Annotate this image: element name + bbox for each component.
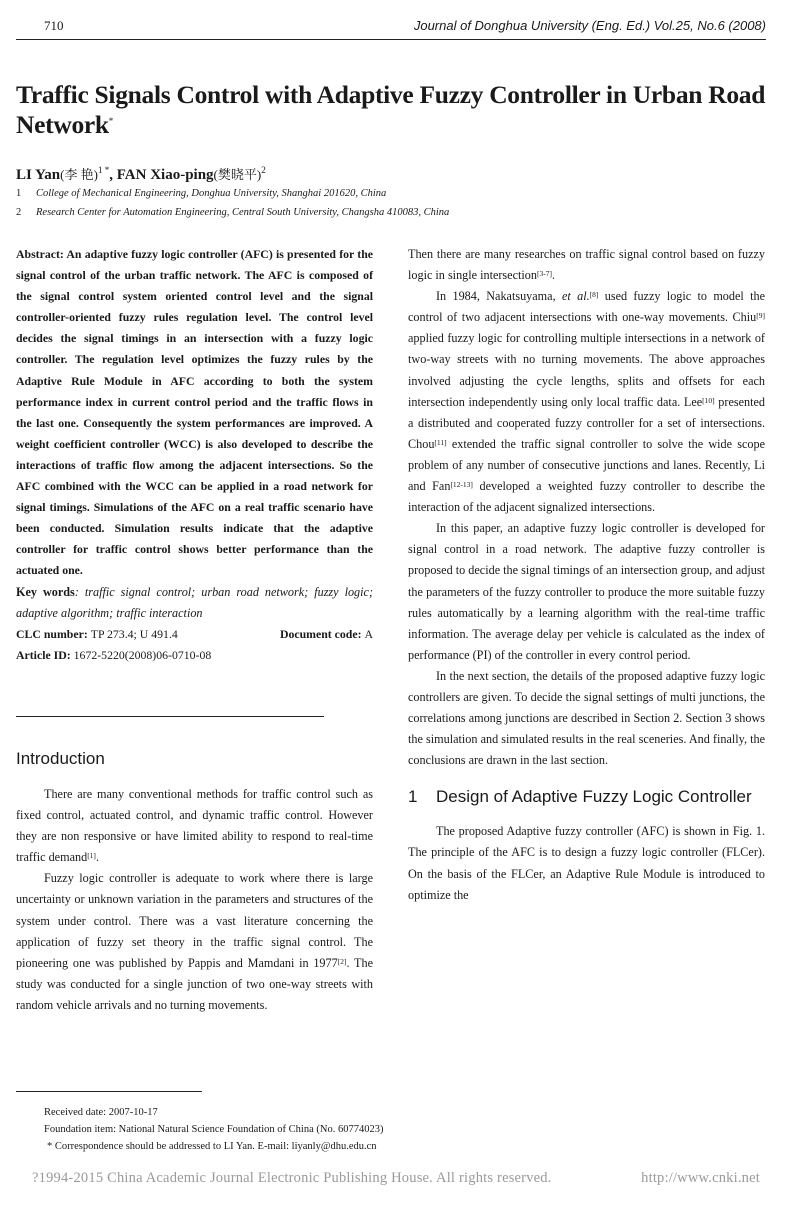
- section-heading-introduction: Introduction: [16, 749, 105, 768]
- running-header: [16, 14, 766, 36]
- footnote-correspondence: * Correspondence should be addressed to LI Yan. E-mail: liyanly@dhu.edu.cn: [47, 1141, 377, 1152]
- clc-line: CLC number: TP 273.4; U 491.4 Document code: A: [16, 626, 373, 641]
- affiliation-2: 2 Research Center for Automation Engineering, Central South University, Changsha 410083, China: [16, 207, 450, 218]
- abstract-text: An adaptive fuzzy logic controller (AFC) is presented for the signal control of the urban traffic network. The AFC is composed of the signal control system oriented control level and the signal controller-oriented fuzzy rules regulation level. The control level decides the signal timings in an intersection with a fuzzy logic controller. The regulation level optimizes the fuzzy rules by the Adaptive Rule Module in AFC according to both the system performance index in current control period and the traffic flows in the last one. Consequently the system performances are improved. A weight coefficient controller (WCC) is also developed to describe the interactions of traffic flow among the adjacent intersections. So the AFC combined with the WCC can be applied in a road network for signal timings. Simulations of the AFC on a real traffic scenario have been conducted. Simulation results indicate that the adaptive controller for traffic control shows better performance than the actuated one.: [16, 247, 373, 578]
- keywords: [16, 582, 373, 624]
- paper-title: Traffic Signals Control with Adaptive Fuzzy Controller in Urban Road Network*: [16, 80, 766, 139]
- cnki-url: http://www.cnki.net: [641, 1170, 760, 1186]
- intro-paragraph-1: There are many conventional methods for traffic control such as fixed control, actuated control, and dynamic traffic control. However they are non responsive or have limited ability to respond to real-time traffic demand[1].: [16, 787, 373, 865]
- header-rule: [16, 39, 766, 40]
- copyright-notice: ?1994-2015 China Academic Journal Electronic Publishing House. All rights reserved.: [32, 1170, 552, 1186]
- right-paragraph-4: In the next section, the details of the proposed adaptive fuzzy logic controllers are given. To decide the signal settings of multi junctions, the correlations among junctions are described in Section 2. Section 3 shows the simulation and simulated results in the real sceneries. And finally, the conclusions are drawn in the last section.: [408, 668, 765, 768]
- footnote-received: Received date: 2007-10-17: [44, 1107, 158, 1118]
- abstract-rule: [16, 716, 324, 717]
- author-1-name: LI Yan: [16, 167, 61, 183]
- article-id-line: Article ID: 1672-5220(2008)06-0710-08: [16, 647, 212, 662]
- author-1-affil: 1 *: [97, 165, 110, 175]
- cnki-watermark: [32, 1170, 760, 1187]
- abstract-block: [16, 244, 373, 666]
- journal-citation: Journal of Donghua University (Eng. Ed.) Vol.25, No.6 (2008): [413, 18, 766, 33]
- abstract-label: Abstract:: [16, 247, 64, 261]
- introduction-block: [16, 747, 373, 1016]
- footnote-foundation: Foundation item: National Natural Science Foundation of China (No. 60774023): [44, 1124, 384, 1135]
- author-2-chinese-name: (樊晓平): [213, 167, 262, 182]
- keywords-text: : traffic signal control; urban road network; fuzzy logic; adaptive algorithm; traffic interaction: [16, 584, 374, 620]
- section-heading-1: 1 Design of Adaptive Fuzzy Logic Controller: [408, 787, 752, 807]
- right-paragraph-5: The proposed Adaptive fuzzy controller (AFC) is shown in Fig. 1. The principle of the AFC is to design a fuzzy logic controller (FLCer). On the basis of the FLCer, an Adaptive Rule Module is introduced to optimize the: [408, 824, 765, 902]
- footnote-rule: [16, 1091, 202, 1092]
- right-paragraph-1: Then there are many researches on traffic signal control based on fuzzy logic in single intersection[3-7].: [408, 247, 765, 283]
- abstract: [16, 244, 373, 582]
- author-2-name: FAN Xiao-ping: [116, 167, 214, 183]
- affiliation-1: 1 College of Mechanical Engineering, Donghua University, Shanghai 201620, China: [16, 188, 387, 199]
- intro-paragraph-2: Fuzzy logic controller is adequate to work where there is large uncertainty or unknown variation in the parameters and structures of the system under control. There was a vast literature concerning the application of fuzzy set theory in the traffic signal control. The pioneering one was published by Pappis and Mamdani in 1977[2]. The study was conducted for a single junction of two one-way streets with random vehicle arrivals and no turning movements.: [16, 871, 373, 1012]
- right-paragraph-3: In this paper, an adaptive fuzzy logic controller is developed for signal control in a road network. The adaptive fuzzy controller is proposed to decide the signal timings of an intersection group, and adjust the parameters of the fuzzy controller to produce the more suitable fuzzy rules automatically by a learning algorithm with the real-time traffic information. The average delay per vehicle is calculated as the index of performance (PI) of the controller in every control period.: [408, 521, 765, 662]
- right-column: [408, 244, 765, 906]
- keywords-label: Key words: [16, 584, 75, 599]
- page-number: 710: [44, 18, 64, 33]
- author-line: LI Yan(李 艳)$^{1 *}$, FAN Xiao-ping(樊晓平)$^2$: [16, 165, 266, 183]
- right-paragraph-2: In 1984, Nakatsuyama, et al.[8] used fuzzy logic to model the control of two adjacent intersections with one-way movements. Chiu[9] applied fuzzy logic for controlling multiple intersections in a network of two-way streets with no turning movements. The above approaches involved adjusting the cycle lengths, splits and offsets for each intersection independently using only local traffic data. Lee[10] presented a distributed and cooperated fuzzy controller for a set of intersections. Chou[11] extended the traffic signal controller to solve the wide scope problem of any number of consecutive junctions and lanes. Recently, Li and Fan[12-13] developed a weighted fuzzy controller to describe the interaction of the adjacent signalized intersections.: [408, 289, 766, 515]
- author-2-affil: 2: [261, 165, 266, 175]
- author-1-chinese-name: (李 艳): [60, 167, 98, 182]
- title-footnote-mark: *: [108, 116, 113, 126]
